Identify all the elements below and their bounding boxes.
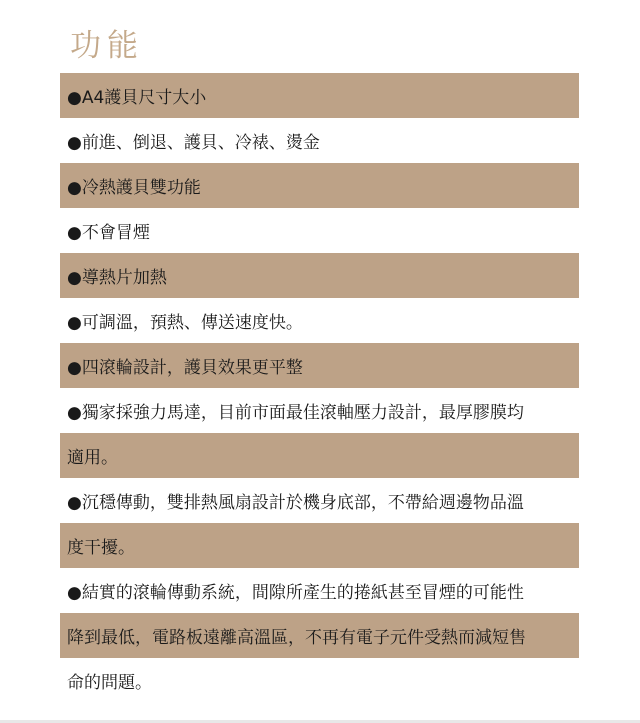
feature-row: ●四滾輪設計，護貝效果更平整 (60, 343, 579, 388)
feature-row: ●結實的滾輪傳動系統，間隙所產生的捲紙甚至冒煙的可能性 (60, 568, 579, 613)
feature-row: 適用。 (60, 433, 579, 478)
feature-row: ●不會冒煙 (60, 208, 579, 253)
feature-row: ●可調溫，預熱、傳送速度快。 (60, 298, 579, 343)
feature-row: ●獨家採強力馬達，目前市面最佳滾軸壓力設計，最厚膠膜均 (60, 388, 579, 433)
section-title: 功能 (70, 28, 144, 64)
feature-row: ●前進、倒退、護貝、冷裱、燙金 (60, 118, 579, 163)
feature-list (60, 73, 579, 703)
feature-row: 命的問題。 (60, 658, 579, 703)
feature-row: ●A4護貝尺寸大小 (60, 73, 579, 118)
feature-row: 降到最低，電路板遠離高溫區，不再有電子元件受熱而減短售 (60, 613, 579, 658)
feature-row: ●冷熱護貝雙功能 (60, 163, 579, 208)
feature-row: ●沉穩傳動，雙排熱風扇設計於機身底部，不帶給週邊物品溫 (60, 478, 579, 523)
feature-row: ●導熱片加熱 (60, 253, 579, 298)
feature-row: 度干擾。 (60, 523, 579, 568)
